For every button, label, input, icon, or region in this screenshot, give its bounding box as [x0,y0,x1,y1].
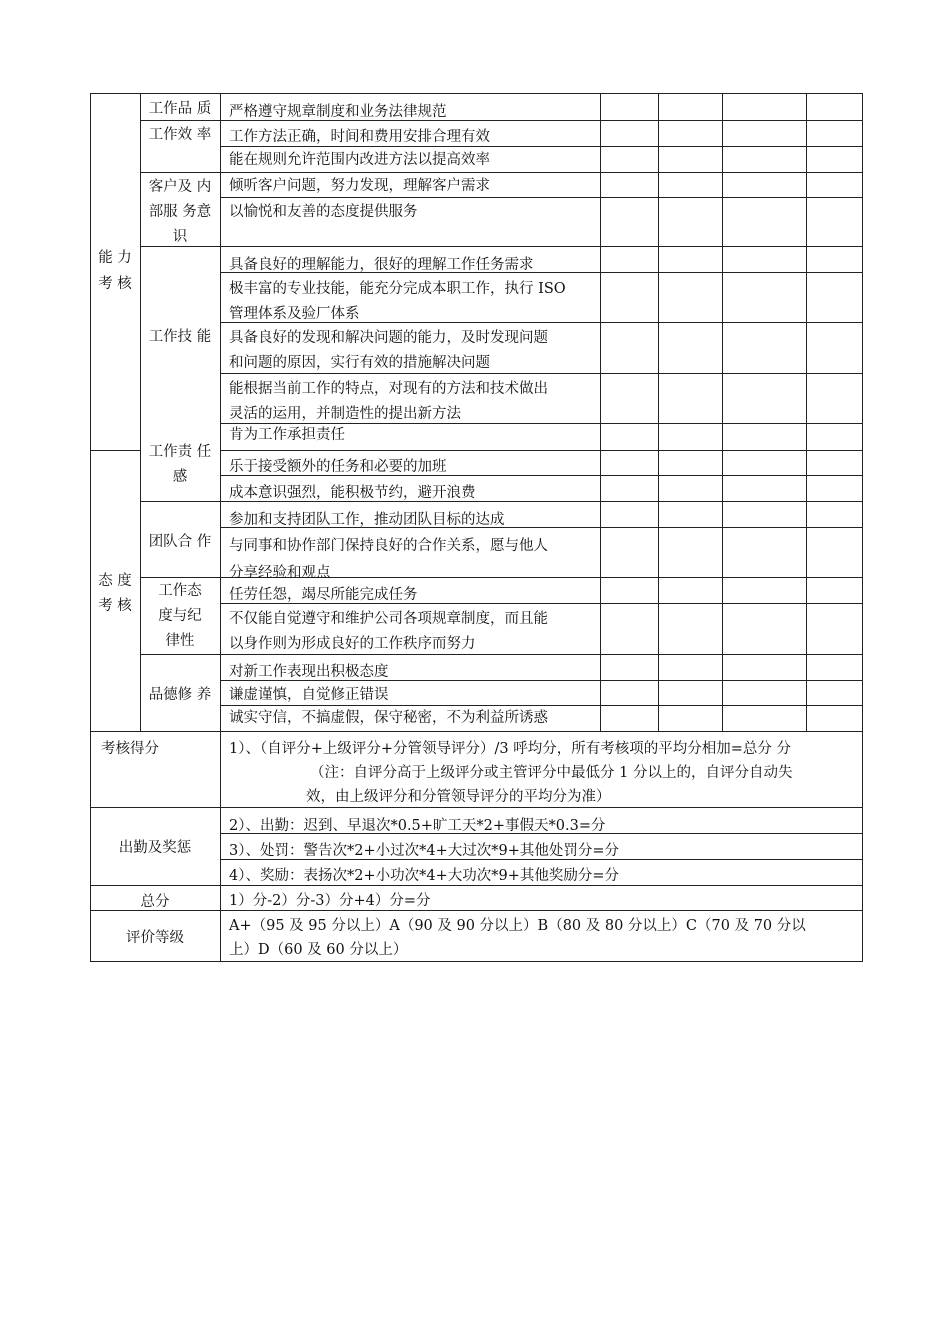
criterion-item: 参加和支持团队工作，推动团队目标的达成 [229,512,505,528]
criterion-item: 以身作则为形成良好的工作秩序而努力 [229,636,476,652]
column-divider [862,93,863,962]
criterion-item: 具备良好的发现和解决问题的能力，及时发现问题 [229,330,548,346]
row-divider [220,423,863,424]
row-divider [140,654,863,655]
row-divider [220,680,863,681]
row-divider [140,246,863,247]
punishment-line: 3）、处罚：警告次*2+小过次*4+大过次*9+其他处罚分=分 [229,843,619,859]
criterion-item: 能根据当前工作的特点，对现有的方法和技术做出 [229,381,548,397]
criterion-item: 以愉悦和友善的态度提供服务 [229,204,418,220]
row-divider [140,172,863,173]
category-responsibility: 工作责 任 [148,444,212,460]
grade-label: 评价等级 [126,930,184,946]
grade-scale: 上）D（60 及 60 分以上） [229,942,408,958]
criterion-item: 乐于接受额外的任务和必要的加班 [229,459,447,475]
score-note: （注：自评分高于上级评分或主管评分中最低分 1 分以上的，自评分自动失 [310,765,793,781]
category-discipline: 度与纪 [158,608,202,624]
column-divider [722,93,723,732]
criterion-item: 与同事和协作部门保持良好的合作关系，愿与他人 [229,538,548,554]
row-divider [90,807,863,808]
criterion-item: 分享经验和观点 [229,565,331,581]
criterion-item: 不仅能自觉遵守和维护公司各项规章制度，而且能 [229,611,548,627]
total-label: 总分 [140,894,170,910]
criterion-item: 灵活的运用，并制造性的提出新方法 [229,406,461,422]
criterion-item: 严格遵守规章制度和业务法律规范 [229,104,447,120]
row-divider [220,450,863,451]
row-divider [220,859,863,860]
row-divider [90,885,863,886]
row-divider [140,501,863,502]
row-divider [220,373,863,374]
row-divider [90,910,863,911]
row-divider [90,961,863,962]
row-divider [220,475,863,476]
row-divider [140,120,863,121]
criterion-item: 和问题的原因，实行有效的措施解决问题 [229,355,490,371]
attendance-label: 出勤及奖惩 [118,840,192,856]
row-divider [90,450,140,451]
criterion-item: 倾听客户问题，努力发现，理解客户需求 [229,178,490,194]
row-divider [220,603,863,604]
ability-section-label: 能 力 [98,250,132,266]
category-morality: 品德修 养 [148,687,212,703]
row-divider [90,93,863,94]
attendance-line: 2）、出勤：迟到、早退次*0.5+旷工天*2+事假天*0.3=分 [229,818,606,834]
ability-section-label: 考 核 [98,276,132,292]
category-discipline: 律性 [165,633,195,649]
category-customer-service: 客户及 内 [148,179,212,195]
category-responsibility: 感 [172,469,188,485]
criterion-item: 对新工作表现出积极态度 [229,664,389,680]
column-divider [806,93,807,732]
criterion-item: 管理体系及验厂体系 [229,306,360,322]
row-divider [220,705,863,706]
criterion-item: 工作方法正确，时间和费用安排合理有效 [229,129,490,145]
row-divider [220,322,863,323]
criterion-item: 诚实守信，不搞虚假，保守秘密，不为利益所诱惑 [229,710,548,726]
category-customer-service: 部服 务意 [148,204,212,220]
category-work-quality: 工作品 质 [148,101,212,117]
criterion-item: 谦虚谨慎，自觉修正错误 [229,687,389,703]
category-teamwork: 团队合 作 [148,534,212,550]
category-customer-service: 识 [172,229,188,245]
attitude-section-label: 考 核 [98,598,132,614]
column-divider [220,93,221,962]
criterion-item: 任劳任怨，竭尽所能完成任务 [229,587,418,603]
score-note: 效，由上级评分和分管领导评分的平均分为准） [306,789,611,805]
row-divider [90,731,863,732]
reward-line: 4）、奖励：表扬次*2+小功次*4+大功次*9+其他奖励分=分 [229,868,619,884]
attitude-section-label: 态 度 [98,573,132,589]
criterion-item: 肯为工作承担责任 [229,427,345,443]
criterion-item: 极丰富的专业技能，能充分完成本职工作，执行 ISO [229,281,566,297]
total-formula: 1）分-2）分-3）分+4）分=分 [229,893,431,909]
criterion-item: 具备良好的理解能力，很好的理解工作任务需求 [229,257,534,273]
column-divider [600,93,601,732]
criterion-item: 成本意识强烈，能积极节约，避开浪费 [229,485,476,501]
score-label: 考核得分 [101,741,159,757]
score-formula: 1）、（自评分+上级评分+分管领导评分）/3 呼均分，所有考核项的平均分相加=总分 分 [229,741,791,757]
category-discipline: 工作态 [158,583,202,599]
category-work-skills: 工作技 能 [148,329,212,345]
column-divider [90,93,91,962]
category-work-efficiency: 工作效 率 [148,127,212,143]
row-divider [220,146,863,147]
row-divider [220,197,863,198]
column-divider [658,93,659,732]
criterion-item: 能在规则允许范围内改进方法以提高效率 [229,152,490,168]
grade-scale: A+（95 及 95 分以上）A（90 及 90 分以上）B（80 及 80 分以上）C（70 及 70 分以 [229,918,806,934]
